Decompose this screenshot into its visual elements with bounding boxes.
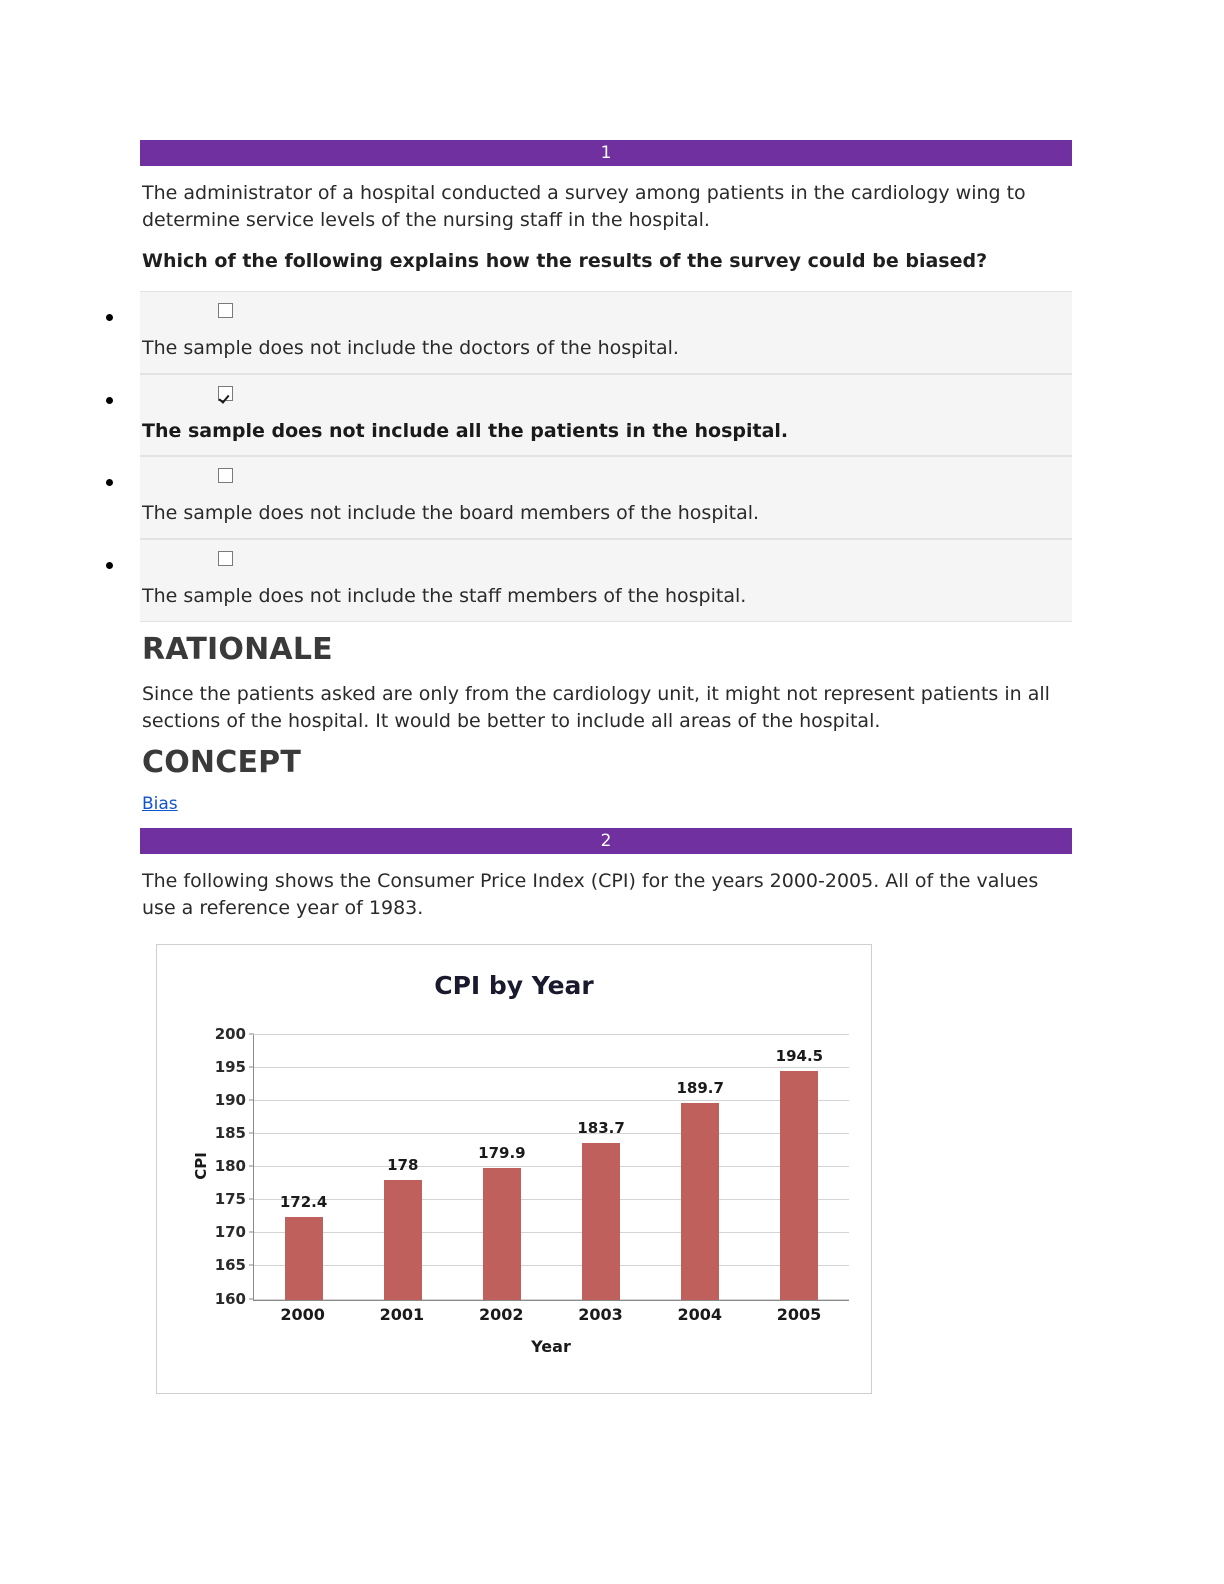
chart-bar-slot [750,1035,849,1300]
chart-y-axis-label: CPI [191,1151,210,1180]
answer-choice-1[interactable] [140,291,1072,374]
chart-bar-slot [551,1035,650,1300]
chart-x-tick-label: 2003 [578,1304,623,1324]
rationale-heading: RATIONALE [142,631,333,667]
checkbox-wrap-3[interactable] [140,465,250,489]
answer-choice-list [140,291,1072,622]
chart-bar [582,1143,620,1300]
bullet-icon [106,562,113,569]
chart-y-tick-label: 195 [214,1057,246,1076]
chart-bar-value-label: 172.4 [279,1193,328,1212]
chart-bar-value-label: 179.9 [478,1143,526,1162]
bullet-icon [106,314,113,321]
chart-y-tick-label: 175 [214,1190,246,1209]
chart-y-tick-label: 165 [214,1256,246,1275]
checkbox-wrap-4[interactable] [140,548,250,572]
bullet-icon [106,397,113,404]
page-content [140,140,1072,1394]
bullet-icon [106,479,113,486]
chart-bar-value-label: 183.7 [577,1118,625,1137]
chart-y-tick-label: 180 [214,1157,246,1176]
chart-bars [254,1035,849,1300]
answer-choice-label-4: The sample does not include the staff members of the hospital. [142,584,747,607]
chart-bar-slot [651,1035,750,1300]
chart-y-tick-label: 185 [214,1123,246,1142]
chart-x-tick-label: 2001 [379,1304,425,1324]
chart-y-tick-label: 170 [214,1223,246,1242]
chart-bar [681,1103,719,1300]
chart-y-tick-label: 160 [214,1289,246,1308]
chart-x-axis-label: Year [531,1336,571,1356]
checkbox-3[interactable] [218,468,233,483]
chart-bar [483,1168,521,1300]
answer-choice-label-3: The sample does not include the board members of the hospital. [142,502,760,525]
chart-x-tick-labels [253,1305,849,1324]
checkbox-1[interactable] [218,303,233,318]
checkbox-wrap-2[interactable] [140,383,250,407]
chart-y-tick-label: 190 [214,1090,246,1109]
question-prompt-1: Which of the following explains how the results of the survey could be biased? [142,249,988,272]
checkbox-2-checked[interactable] [218,386,233,401]
checkbox-wrap-1[interactable] [140,300,250,324]
cpi-bar-chart [156,944,872,1394]
question-number-bar-2: 2 [140,828,1072,854]
chart-x-tick-label: 2005 [776,1304,822,1324]
chart-plot-area [214,1024,849,1308]
chart-x-tick-label: 2002 [478,1304,524,1324]
chart-bar-slot [452,1035,551,1300]
answer-choice-label-1: The sample does not include the doctors of the hospital. [142,336,679,359]
concept-heading: CONCEPT [142,744,301,780]
chart-x-tick-label: 2004 [677,1304,723,1324]
chart-bar [384,1180,422,1299]
answer-choice-label-2: The sample does not include all the patients in the hospital. [142,419,789,442]
checkbox-4[interactable] [218,551,233,566]
chart-bar [285,1217,323,1299]
chart-bar [780,1071,818,1300]
chart-bar-value-label: 189.7 [676,1078,724,1097]
question-number-bar-1: 1 [140,140,1072,166]
chart-bar-slot [254,1035,353,1300]
chart-y-tick-label: 200 [214,1024,246,1043]
question-stem-2: The following shows the Consumer Price Index (CPI) for the years 2000-2005. All of the values use a reference year of 1983. [142,869,1039,919]
answer-choice-3[interactable] [140,456,1072,539]
chart-plot-inner [214,1024,849,1308]
answer-choice-2[interactable] [140,374,1072,457]
chart-bar-value-label: 194.5 [775,1046,824,1065]
concept-link-bias[interactable]: Bias [142,793,178,814]
rationale-text: Since the patients asked are only from the cardiology unit, it might not represent patients in all sections of the hospital. It would be better to include all areas of the hospital. [142,682,1050,732]
chart-bar-value-label: 178 [387,1156,419,1175]
chart-x-tick-label: 2000 [280,1304,325,1324]
chart-bar-slot [353,1035,452,1300]
question-stem-1: The administrator of a hospital conducted a survey among patients in the cardiology wing to determine service levels of the nursing staff in the hospital. [142,182,1026,231]
chart-title: CPI by Year [434,970,594,1000]
answer-choice-4[interactable] [140,539,1072,622]
